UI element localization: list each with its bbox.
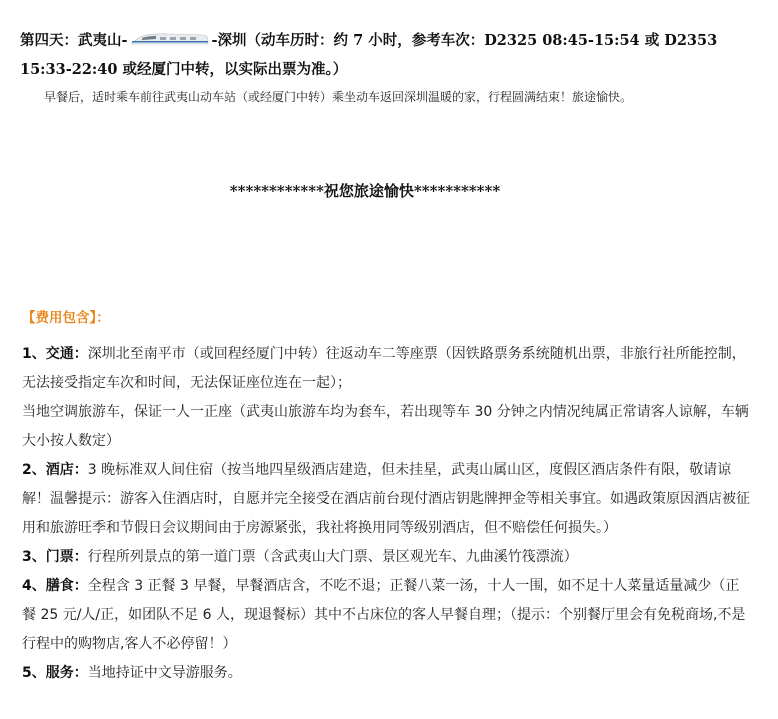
fee-item-head: 5、服务： (22, 665, 88, 681)
fee-item-hotel (22, 456, 752, 543)
fee-item-text: 全程含 3 正餐 3 早餐，早餐酒店含，不吃不退；正餐八菜一汤，十人一围，如不足十人菜量适量减少（正餐 25 元/人/正，如团队不足 6 人，现退餐标）其中不占床位的客人早餐自理；（提示：个别餐厅里会有免税商场,不是行程中的购物店,客人不必停留！） (22, 578, 746, 652)
fee-item-service (22, 659, 752, 688)
farewell-message: ************祝您旅途愉快*********** (229, 182, 501, 200)
day4-title-prefix: 第四天：武夷山- (20, 32, 128, 49)
fee-item-text: 3 晚标准双人间住宿（按当地四星级酒店建造，但未挂星，武夷山属山区，度假区酒店条件有限，敬请谅解！温馨提示：游客入住酒店时，自愿并完全接受在酒店前台现付酒店钥匙牌押金等相关事宜。如遇政策原因酒店被征用和旅游旺季和节假日会议期间由于房源紧张，我社将换用同等级别酒店，但不赔偿任何损失。） (22, 462, 750, 536)
fee-item-head: 1、交通： (22, 346, 88, 362)
fee-item-head: 2、酒店： (22, 462, 88, 478)
fee-item-head: 4、膳食： (22, 578, 88, 594)
day4-description: 早餐后，适时乘车前往武夷山动车站（或经厦门中转）乘坐动车返回深圳温暖的家，行程圆满结束！旅途愉快。 (44, 90, 633, 104)
train-image (130, 29, 210, 49)
fee-item-text: 当地持证中文导游服务。 (87, 665, 242, 681)
fee-item-tickets (22, 543, 752, 572)
fee-item-text: 深圳北至南平市（或回程经厦门中转）往返动车二等座票（因铁路票务系统随机出票，非旅行社所能控制，无法接受指定车次和时间，无法保证座位连在一起）； (22, 346, 746, 391)
fee-item-transport (22, 340, 752, 456)
fee-item-extra: 当地空调旅游车，保证一人一正座（武夷山旅游车均为套车，若出现等车 30 分钟之内情况纯属正常请客人谅解，车辆大小按人数定） (22, 404, 749, 449)
fee-item-head: 3、门票： (22, 549, 88, 565)
fee-item-text: 行程所列景点的第一道门票（含武夷山大门票、景区观光车、九曲溪竹筏漂流） (87, 549, 578, 565)
fee-item-meals (22, 572, 752, 659)
day4-title (20, 26, 760, 84)
day4-title-suffix: -深圳（动车历时：约 7 小时，参考车次：D2325 08:45-15:54 或 D2353 15:33-22:40 或经厦门中转，以实际出票为准。） (20, 32, 718, 78)
fees-included-title: 【费用包含】： (22, 310, 110, 326)
fees-included-list (22, 340, 752, 688)
